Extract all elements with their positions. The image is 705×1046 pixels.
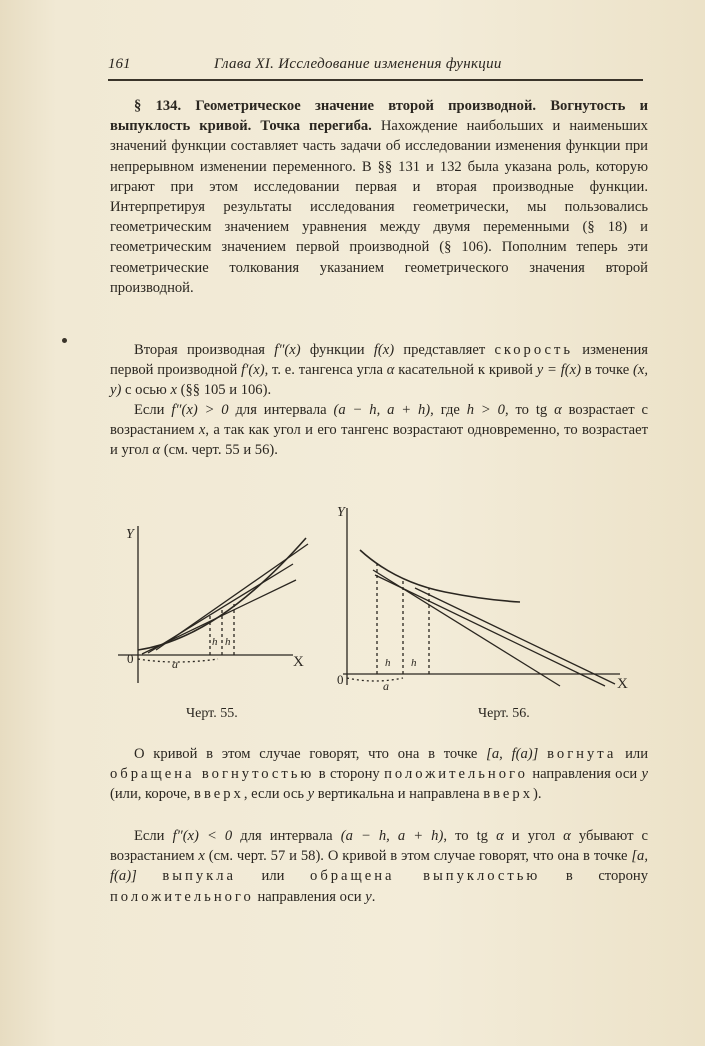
paragraph-second-derivative [110, 340, 648, 401]
text: в сторону [314, 766, 385, 783]
figure-56-caption: Черт. 56. [478, 706, 530, 721]
text: (§§ 105 и 106). [176, 382, 272, 399]
h-label-right: h [411, 657, 417, 669]
text [538, 746, 547, 762]
formula: α [563, 828, 571, 844]
paragraph-negative-case [110, 826, 648, 907]
formula: y [307, 786, 315, 803]
curve [360, 550, 520, 602]
text: для интервала [232, 828, 341, 844]
formula: y [365, 888, 372, 905]
formula: [a, f(a)] [486, 746, 539, 762]
page-number: 161 [108, 56, 131, 72]
text: или [235, 868, 311, 885]
paragraph-concave [110, 744, 648, 805]
formula: y = f(x) [536, 362, 581, 379]
origin-label: 0 [127, 651, 134, 666]
tangent-line [148, 564, 293, 653]
text: направления оси [527, 766, 642, 783]
formula: α [554, 402, 562, 418]
x-axis-label: X [617, 676, 628, 690]
text: О кривой в этом случае говорят, что она в точке [134, 746, 487, 762]
text: и угол [503, 828, 564, 844]
figure-56 [335, 500, 635, 690]
text: касательной к кривой [394, 362, 537, 379]
text: Вторая производная [134, 342, 275, 358]
header-rule [108, 79, 643, 81]
formula: f″(x) < 0 [172, 828, 233, 844]
text: или [616, 746, 649, 762]
formula: α [152, 442, 161, 459]
text: вертикальна и направлена [314, 786, 484, 803]
text: убывают с возрастанием [110, 828, 648, 865]
text: (см. черт. 55 и 56). [160, 442, 278, 459]
formula: h > 0 [466, 402, 505, 418]
chapter-title: Глава XI. Исследование изменения функции [214, 56, 502, 72]
spaced-term: выпукла [162, 868, 236, 885]
x-axis-label: X [293, 654, 304, 670]
origin-label: 0 [337, 672, 344, 687]
section-134-paragraph [110, 96, 648, 298]
spaced-term: скорость [494, 342, 574, 358]
text: функции [300, 342, 374, 358]
formula: (a − h, a + h) [340, 828, 444, 844]
text: , а так как угол и его тангенс возрастают одновременно, то возрастает и угол [110, 422, 648, 459]
text: (или, короче, [110, 786, 195, 803]
text: возрастает с возрастанием [110, 402, 648, 439]
text: Если [134, 402, 172, 418]
figure-56-drawing [335, 500, 635, 690]
tangent-line [375, 575, 605, 686]
a-label: a [383, 679, 389, 690]
running-header [108, 56, 643, 78]
spaced-term: вверх [483, 786, 534, 803]
margin-dot [62, 338, 67, 343]
formula: f″(x) > 0 [171, 402, 229, 418]
text: (см. черт. 57 и 58). О кривой в этом случае говорят, что она в точке [204, 848, 632, 865]
formula: x [170, 382, 177, 399]
text: представляет [394, 342, 495, 358]
figure-55-caption: Черт. 55. [186, 706, 238, 721]
paragraph-positive-case [110, 400, 648, 461]
text: . [371, 888, 376, 905]
figure-55 [118, 498, 328, 688]
formula: f″(x) [274, 342, 301, 358]
spaced-term: вверх [194, 786, 244, 803]
text: , то tg [443, 828, 497, 844]
text: изменения первой производной [110, 342, 648, 379]
formula: x [198, 848, 205, 865]
section-intro-text: Нахождение наибольших и наименьших значений функции составляет часть задачи об исследовании изменения функции при непрерывном изменении переменного. В §§ 131 и 132 была указана роль, которую играют при этом исследовании первая и вторая производные функции. Интерпретируя результаты исследования геометрически, мы пользовались геометрическим значением уравнения между двумя переменными (§ 18) и геометрическим значением первой производной (§ 106). Пополним теперь эти геометрические толкования указанием геометрического значения второй производной. [110, 118, 648, 296]
h-label-right: h [225, 636, 231, 648]
formula: f′(x) [241, 362, 265, 379]
formula: [a, f(a)] [110, 848, 648, 885]
text: Если [134, 828, 173, 844]
text [137, 868, 163, 884]
text: направления оси [253, 888, 366, 905]
a-brace [138, 659, 218, 662]
formula: f(x) [373, 342, 395, 358]
curve [138, 538, 306, 650]
a-brace [347, 678, 403, 681]
section-heading: § 134. Геометрическое значение второй производной. Вогнутость и выпуклость кривой. Точка перегиба. [110, 98, 648, 135]
text: с осью [121, 382, 171, 399]
h-label-left: h [212, 636, 218, 648]
formula: (x, y) [110, 362, 648, 399]
spaced-term: обращена выпуклостью [310, 868, 541, 885]
y-axis-label: Y [337, 505, 345, 520]
figure-55-drawing [118, 498, 328, 688]
formula: α [386, 362, 395, 379]
spaced-term: вогнута [547, 746, 617, 762]
spaced-term: обращена вогнутостью [110, 766, 315, 783]
text: , то tg [504, 402, 555, 418]
formula: x [198, 422, 206, 439]
text: , где [430, 402, 467, 418]
h-label-left: h [385, 657, 391, 669]
spaced-term: положительного [384, 766, 528, 783]
text: в сторону [540, 868, 648, 885]
formula: y [641, 766, 648, 783]
formula: α [496, 828, 504, 844]
tangent-line [142, 580, 296, 654]
text: , т. е. тангенса угла [264, 362, 387, 379]
text: ). [533, 786, 542, 803]
y-axis-label: Y [126, 527, 134, 542]
a-label: a [172, 657, 178, 671]
formula: (a − h, a + h) [333, 402, 431, 418]
spaced-term: положительного [110, 888, 254, 905]
text: , если ось [243, 786, 308, 803]
text: в точке [580, 362, 633, 379]
tangent-line [373, 570, 560, 686]
text: для интервала [228, 402, 334, 418]
